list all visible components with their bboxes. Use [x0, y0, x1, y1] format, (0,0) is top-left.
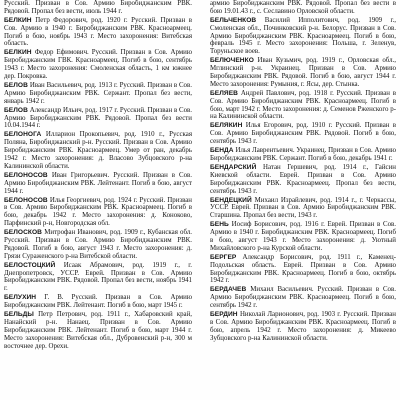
surname: БЕЛЯКИН	[210, 122, 243, 130]
entry-details: Петр Петрович, род. 1911 г., Хабаровский край, Нанайский р-н. Нанаец. Призван в Сов. Армию Биробиджанским РВК. Лейтенант. Погиб в бою, март 1944 г. Место захоронения: Витебская обл., Дубровенский р-н, 300 м восточнее дер. Орехи.	[4, 311, 192, 350]
left-column	[4, 0, 192, 352]
entry-details: Илья Лаврентьевич. Украинец. Призван в Сов. Армию Биробиджанским РВК. Сержант. Погиб в бою, декабрь 1941 г.	[210, 147, 396, 162]
casualty-entry	[4, 82, 192, 107]
surname: БЕЛКИН	[4, 16, 32, 24]
surname: БЕЛОНОСОВ	[4, 171, 48, 179]
entry-details: Михаил Васильевич. Русский. Призван в Сов. Армию Биробиджанским РВК. Красноармеец. Погиб в бою, сентябрь 1942 г.	[210, 286, 396, 310]
entry-details: Натан Гершевич, род. 1914 г., Гайсин Киевской области. Еврей. Призван в Сов. Армию Биробиджанским РВК. Красноармеец. Пропал без вести, сентябрь 1943 г.	[210, 164, 396, 195]
casualty-entry	[210, 17, 396, 57]
surname: БЕЛОНОГА	[4, 131, 42, 139]
entry-details: Исаак Абрамович, род. 1919 г., г. Днепропетровск, УССР. Еврей. Призван в Сов. Армию Биробиджанским РВК. Рядовой. Пропал без вести, ноябрь 1941 г.	[4, 261, 192, 293]
surname: БЕРГЕР	[210, 253, 237, 261]
surname: БЕНЬ	[210, 221, 229, 229]
entry-details: Николай Ларионович, род. 1903 г. Русский. Призван в Сов. Армию Биробиджанским РВК. Красноармеец. Погиб в бою, апрель 1942 г. Место захоронения: д. Микеево Зубцовского р-на Калининской области.	[210, 311, 396, 342]
casualty-entry	[4, 294, 192, 311]
right-column	[210, 0, 396, 344]
surname: БЕЛОСКОВ	[4, 229, 42, 237]
surname: БЕЛКИН	[4, 49, 32, 57]
casualty-entry	[210, 90, 396, 123]
casualty-entry	[4, 311, 192, 351]
entry-details: Петр Федорович, род. 1920 г. Русский. Призван в Сов. Армию в 1940 г. Биробиджанским РВК. Красноармеец. Погиб в бою, ноябрь 1943 г. Место захоронения: Витебская область.	[4, 16, 192, 48]
surname: БЕЛЮЧЕНКО	[210, 57, 254, 65]
casualty-entry	[210, 122, 396, 147]
surname: БЕНДЕЦКИЙ	[210, 196, 252, 204]
entry-details: Илья Георгиевич, род. 1924 г. Русский. Призван в Сов. Армию Биробиджанским РВК. Красноармеец. Погиб в бою, декабрь 1942 г. Место захоронения: д. Коноково, Парфинский р-н, Новгородская обл.	[4, 196, 192, 228]
casualty-entry	[210, 57, 396, 90]
surname: БЕЛОВ	[4, 82, 28, 89]
casualty-entry	[210, 147, 396, 164]
surname: БЕРДАЧЕВ	[210, 286, 247, 294]
surname: БЕРДИН	[210, 311, 238, 319]
entry-details: Иван Кузьмич, род. 1919 г., Орловская обл., Мглинский р-н. Украинец. Призван в Сов. Армию Биробиджанским РВК. Рядовой. Погиб в бою, август 1944 г. Место захоронения: Румыния, г. Ясы, дер. Стынка.	[210, 57, 396, 88]
entry-details: армию Биробиджанским РВК. Рядовой. Пропал без вести в бою 19.01.43 г., с. Сеславино Орловской области.	[210, 0, 396, 15]
surname: БЕЛЯЕВ	[210, 89, 238, 97]
entry-details: Русский. Призван в Сов. Армию Биробиджанским РВК. Рядовой. Пропал без вести, июль 1944 г.	[4, 0, 192, 15]
casualty-entry	[210, 311, 396, 344]
surname: БЕЛЬЧЕНКОВ	[210, 16, 257, 24]
surname: БЕЛОСТОЦКИЙ	[4, 261, 56, 269]
entry-details: Василий Ипполитович, род. 1909 г., Смоленская обл., Починковский р-н. Белорус. Призван в Сов. Армию Биробиджанским РВК. Красноармеец. Погиб в бою, февраль 1945 г. Место захоронения: Польша, г. Зеленув, Торуньское воев.	[210, 16, 396, 56]
entry-details: Г. В. Русский. Призван в Сов. Армию Биробиджанским РВК. Лейтенант. Погиб в бою, март 1945 г.	[4, 294, 192, 310]
entry-details: Федор Ефимович. Русский. Призван в Сов. Армию Биробиджанским ГВК. Красноармеец. Погиб в бою, сентябрь 1943 г. Место захоронения: Смоленская область, 1 км южнее дер. Покровка.	[4, 49, 192, 80]
casualty-entry	[210, 197, 396, 222]
surname: БЕНДА	[210, 147, 234, 155]
casualty-entry	[210, 0, 396, 17]
entry-details: Иван Васильевич, род. 1913 г. Русский. Призван в Сов. Армию Биробиджанским РВК. Сержант. Пропал без вести, январь 1942 г.	[4, 82, 192, 105]
casualty-entry	[4, 262, 192, 295]
entry-details: Митрофан Иванович, род. 1909 г., Кубанская обл. Русский. Призван в Сов. Армию Биробиджанским РВК. Рядовой. Погиб в бою, август 1943 г. Место захоронения: д. Грязи Сураженского р-на Витебской области.	[4, 229, 192, 260]
entry-details: Александр Борисович, род. 1911 г., Каменец-Подольская область. Еврей. Призван в Сов. Армию Биробиджанским РВК. Красноармеец. Погиб в бою, октябрь 1942 г.	[210, 253, 397, 285]
casualty-entry	[4, 172, 192, 197]
entry-details: Иосиф Борисович, род. 1916 г. Еврей. Призван в Сов. Армию в 1940 г. Биробиджанским РВК. Красноармеец. Погиб в бою, август 1943 г. Место захоронения: д. Уютный Михайловского р-на Курской области.	[210, 221, 396, 252]
casualty-entry	[210, 221, 396, 254]
entry-details: Иван Григорьевич. Русский. Призван в Сов. Армию Биробиджанским РВК. Лейтенант. Погиб в бою, август 1944 г.	[4, 171, 192, 195]
entry-details: Михаил Израйлевич, род. 1914 г., г. Черкассы, УССР. Еврей. Призван в Сов. Армию Биробиджанским РВК. Старшина. Пропал без вести, 1943 г.	[210, 196, 396, 220]
casualty-entry	[210, 164, 396, 197]
entry-details: Андрей Павлович, род. 1918 г. Русский. Призван в Сов. Армию Биробиджанским РВК. Красноармеец. Погиб в бою, март 1942 г. Место захоронения: д. Семенов Рженского р-на Калининской области.	[210, 89, 396, 121]
casualty-entry	[4, 229, 192, 262]
casualty-entry	[4, 0, 192, 17]
entry-details: Илларион Прокопьевич, род. 1910 г., Русская Поляна, Биробиджанский р-н. Русский. Призван в Сов. Армию Биробиджанским РВК. Красноармеец. Умер от ран, декабрь 1942 г. Место захоронения: д. Власово Зубцовского р-на Калининской области.	[4, 131, 192, 170]
surname: БЕЛОВ	[4, 106, 28, 114]
surname: БЕЛУХИН	[4, 294, 37, 302]
surname: БЕЛОНОСОВ	[4, 196, 48, 204]
casualty-entry	[4, 197, 192, 230]
entry-details: Илья Егорович, род. 1910 г. Русский. Призван в Сов. Армию Биробиджанским РВК. Рядовой. Погиб в бою, сентябрь 1943 г.	[210, 122, 396, 146]
casualty-entry	[210, 286, 396, 311]
casualty-entry	[4, 131, 192, 171]
casualty-entry	[4, 107, 192, 132]
casualty-entry	[4, 49, 192, 82]
surname: БЕЛЬДЫ	[4, 311, 34, 319]
surname: БЕНДАРСКИЙ	[210, 164, 257, 171]
entry-details: Александр Ильич, род. 1917 г. Русский. Призван в Сов. Армию Биробиджанским РВК. Рядовой. Пропал без вести 10.04.1944 г.	[4, 106, 192, 130]
casualty-entry	[4, 17, 192, 50]
casualty-entry	[210, 254, 396, 287]
